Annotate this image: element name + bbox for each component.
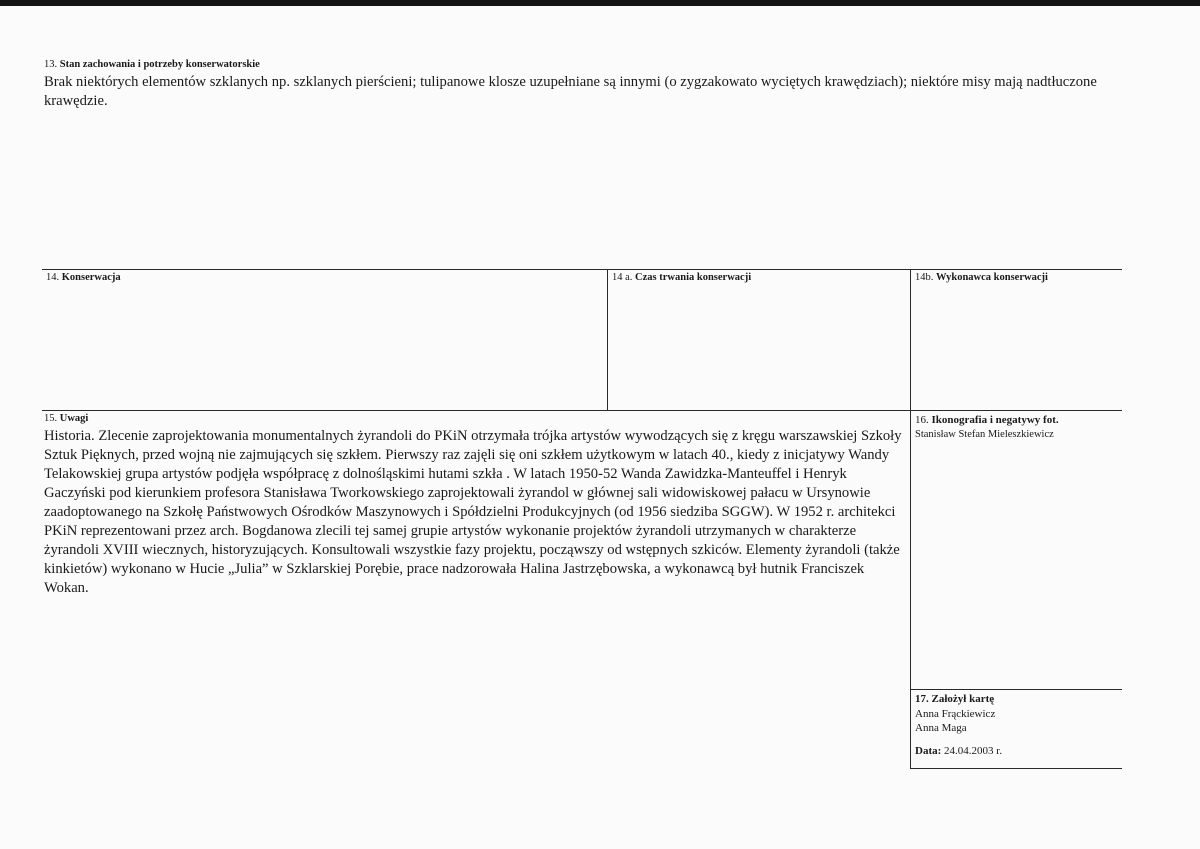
section-17-date-value: 24.04.2003 r. (944, 744, 1003, 757)
section-15-number: 15. (44, 413, 58, 424)
section-16 (915, 413, 1120, 442)
section-17 (915, 692, 1120, 758)
section-15-title: Uwagi (59, 413, 89, 424)
divider-14-14a (607, 269, 608, 410)
section-16-label (915, 413, 1120, 428)
divider-top-17 (910, 689, 1122, 690)
section-15-text: Historia. Zlecenie zaprojektowania monumentalnych żyrandoli do PKiN otrzymała trójka artystów wywodzących się z kręgu warszawskiej Szkoły Sztuk Pięknych, przed wojną nie zajmujących się szkłem. Pierwszy raz zajęli się oni szkłem użytkowym w latach 40., kiedy z inicjatywy Wandy Telakowskiej grupa artystów podjęła współpracę z dolnośląskimi hutami szkła . W latach 1950-52 Wanda Zawidzka-Manteuffel i Henryk Gaczyński pod kierunkiem profesora Stanisława Tworkowskiego zaprojektowali żyrandol w głównej sali widowiskowej pałacu w Ursynowie zaadoptowanego na Szkołę Państwowych Ośrodków Maszynowych i Spółdzielni Produkcyjnych (od 1956 siedziba SGGW). W 1952 r. architekci PKiN reprezentowani przez arch. Bogdanowa zlecili tej samej grupie artystów wykonanie projektów żyrandoli utrzymanych w charakterze żyrandoli XVIII wiecznych, historyzujących. Konsultowali wszystkie fazy projektu, począwszy od wstępnych szkiców. Elementy żyrandoli (także kinkietów) wykonano w Hucie „Julia” w Szklarskiej Porębie, prace nadzorowała Halina Jastrzębowska, a wykonawcą był hutnik Franciszek Wokan. (44, 428, 902, 596)
section-13-text: Brak niektórych elementów szklanych np. szklanych pierścieni; tulipanowe klosze uzupełniane są innymi (o zygzakowato wyciętych krawędziach); niektóre misy mają nadtłuczone krawędzie. (44, 74, 1097, 109)
section-17-date (915, 744, 1120, 759)
section-17-number: 17. (915, 693, 929, 705)
section-16-number: 16. (915, 414, 929, 426)
section-14a-number: 14 a. (612, 272, 633, 283)
divider-14a-14b (910, 269, 911, 769)
section-14b-title: Wykonawca konserwacji (936, 272, 1048, 283)
section-14-label (46, 271, 121, 285)
section-15 (44, 412, 906, 598)
divider-top-15 (42, 410, 1122, 411)
section-14-number: 14. (46, 272, 60, 283)
divider-bottom-17 (910, 768, 1122, 769)
section-14b-number: 14b. (915, 272, 934, 283)
section-17-label (915, 692, 1120, 707)
section-14a-label (612, 271, 751, 285)
section-16-text: Stanisław Stefan Mieleszkiewicz (915, 428, 1054, 440)
section-17-date-label: Data: (915, 744, 942, 757)
section-17-author-1: Anna Frąckiewicz (915, 707, 996, 720)
section-14a-title: Czas trwania konserwacji (635, 272, 752, 283)
section-14-title: Konserwacja (61, 272, 121, 283)
scan-top-border (0, 0, 1200, 6)
section-13-title: Stan zachowania i potrzeby konserwatorskie (59, 59, 260, 70)
divider-top-14 (42, 269, 1122, 270)
section-17-title: Założył kartę (931, 693, 995, 705)
section-15-label (44, 412, 906, 426)
section-13 (44, 58, 1154, 111)
section-14b-label (915, 271, 1048, 285)
section-17-author-2: Anna Maga (915, 722, 967, 734)
section-13-number: 13. (44, 59, 58, 70)
section-16-title: Ikonografia i negatywy fot. (931, 414, 1059, 426)
section-13-label (44, 58, 1154, 72)
